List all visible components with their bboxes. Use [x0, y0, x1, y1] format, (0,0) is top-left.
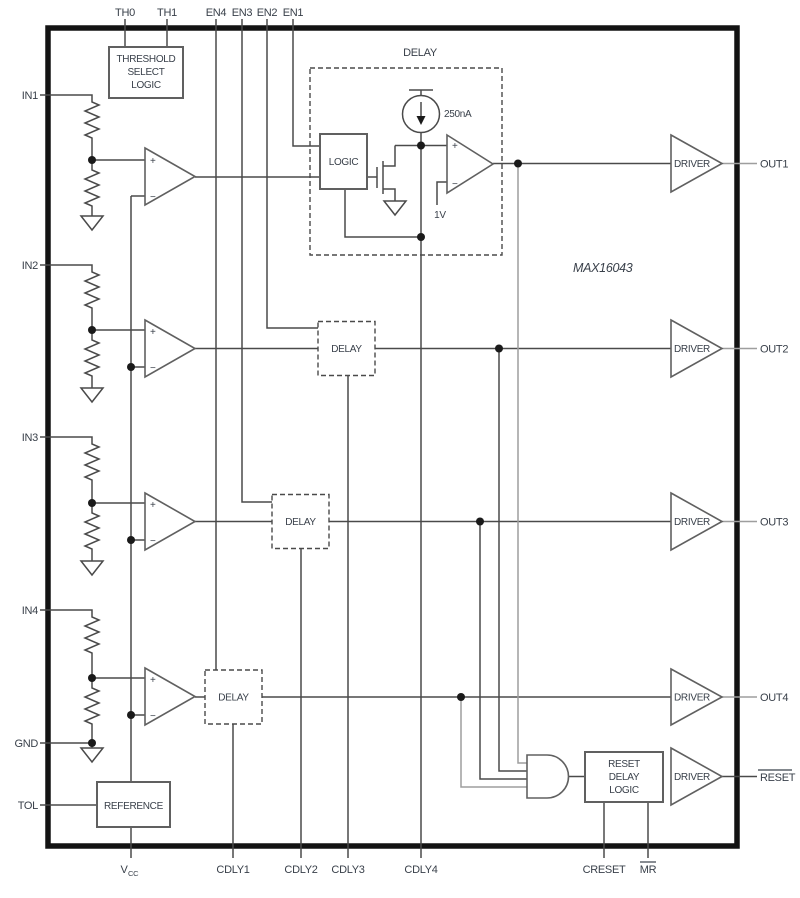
resistor-ch2-top: [85, 270, 99, 310]
delay-block-ch4: [205, 670, 262, 724]
ground-symbol-mosfet: [384, 201, 406, 215]
ground-symbol-ch1: [81, 216, 103, 230]
right-pin-labels: [758, 159, 796, 785]
pin-label-cdly2: CDLY2: [284, 864, 318, 876]
comparator-ch4: [145, 668, 195, 725]
pin-label-th0: TH0: [115, 7, 135, 19]
pin-label-out3: OUT3: [760, 516, 789, 529]
wires-top-delay-block: [345, 90, 671, 858]
threshold-select-logic-box: [109, 47, 183, 98]
pin-label-cdly4: CDLY4: [404, 864, 438, 876]
delay-block-ch1: [310, 47, 502, 255]
pin-label-out2: OUT2: [760, 343, 789, 356]
tsl-line2: SELECT: [127, 67, 165, 78]
and-gate: [527, 755, 569, 798]
pin-label-en4: EN4: [205, 7, 227, 19]
pin-label-vcc-sub: CC: [128, 869, 139, 878]
wires-channel1: [40, 95, 320, 782]
pin-label-in3: IN3: [21, 432, 38, 444]
comparator-ch2: [145, 320, 195, 377]
pin-label-vcc: V: [120, 864, 128, 876]
pin-label-en3: EN3: [231, 7, 253, 19]
junction-dots: [88, 142, 522, 748]
comparator-ch3: [145, 493, 195, 550]
comparator-delay: [447, 135, 493, 193]
comparator-ch1: [145, 148, 195, 205]
ground-symbol-ch3: [81, 561, 103, 575]
ground-symbol-gnd-pin: [81, 748, 103, 762]
plus-sign: +: [150, 156, 156, 167]
minus-sign: −: [150, 192, 156, 203]
resistor-ch3-bottom: [85, 511, 99, 551]
pin-label-mr: MR: [639, 864, 657, 876]
resistor-ch1-bottom: [85, 168, 99, 208]
comparator-reference-label: 1V: [434, 210, 446, 221]
driver-out4: [671, 669, 722, 725]
current-source-value: 250nA: [444, 109, 472, 120]
delay-block-title: DELAY: [403, 47, 437, 59]
reference-label: REFERENCE: [104, 801, 163, 812]
resistor-ch1-top: [85, 100, 99, 140]
pin-label-creset: CRESET: [582, 864, 626, 876]
pin-label-reset: RESET: [760, 772, 796, 784]
driver-label: DRIVER: [674, 159, 710, 170]
resistor-ch4-top: [85, 615, 99, 655]
delay-label: DELAY: [218, 692, 249, 704]
plus-sign: +: [452, 141, 458, 152]
plus-sign: +: [150, 675, 156, 686]
driver-reset: [671, 748, 722, 805]
part-number-label: MAX16043: [573, 261, 633, 275]
delay-label: DELAY: [331, 344, 362, 355]
rdl-line1: RESET: [608, 759, 640, 770]
tsl-line3: LOGIC: [131, 80, 161, 91]
plus-sign: +: [150, 500, 156, 511]
ground-symbol-ch2: [81, 388, 103, 402]
bottom-pin-labels: [120, 862, 656, 878]
driver-out1: [671, 135, 722, 192]
resistor-ch3-top: [85, 442, 99, 482]
delay-block-ch3: [272, 495, 329, 549]
resistor-ch4-bottom: [85, 686, 99, 726]
minus-sign: −: [150, 711, 156, 722]
pin-label-en2: EN2: [256, 7, 278, 19]
pin-label-gnd: GND: [14, 738, 38, 750]
resistor-ch2-bottom: [85, 338, 99, 378]
pin-label-th1: TH1: [157, 7, 177, 19]
tsl-line1: THRESHOLD: [116, 54, 176, 65]
pin-label-tol: TOL: [17, 800, 38, 812]
pin-label-cdly1: CDLY1: [216, 864, 250, 876]
driver-label: DRIVER: [674, 344, 710, 355]
left-pin-labels: [14, 90, 38, 812]
driver-out2: [671, 320, 722, 377]
driver-out3: [671, 493, 722, 550]
minus-sign: −: [452, 179, 458, 190]
pin-label-out1: OUT1: [760, 158, 789, 171]
plus-sign: +: [150, 327, 156, 338]
logic-label: LOGIC: [328, 157, 359, 168]
delay-label: DELAY: [285, 517, 316, 528]
rdl-line2: DELAY: [608, 772, 640, 783]
pin-label-out4: OUT4: [760, 692, 789, 704]
current-source-arrow: [417, 116, 426, 125]
driver-label: DRIVER: [674, 517, 710, 528]
pin-label-in2: IN2: [21, 260, 38, 272]
pin-label-in4: IN4: [21, 605, 38, 617]
delay-block-ch2: [318, 322, 375, 376]
rdl-line3: LOGIC: [609, 785, 639, 796]
pin-label-en1: EN1: [282, 7, 304, 19]
reference-box: [97, 782, 170, 827]
minus-sign: −: [150, 363, 156, 374]
reset-delay-logic-box: [585, 752, 663, 802]
driver-label: DRIVER: [674, 692, 710, 704]
minus-sign: −: [150, 536, 156, 547]
pin-label-cdly3: CDLY3: [331, 864, 365, 876]
pin-label-in1: IN1: [21, 90, 38, 102]
driver-label: DRIVER: [674, 772, 710, 783]
top-pin-labels: [115, 7, 303, 19]
